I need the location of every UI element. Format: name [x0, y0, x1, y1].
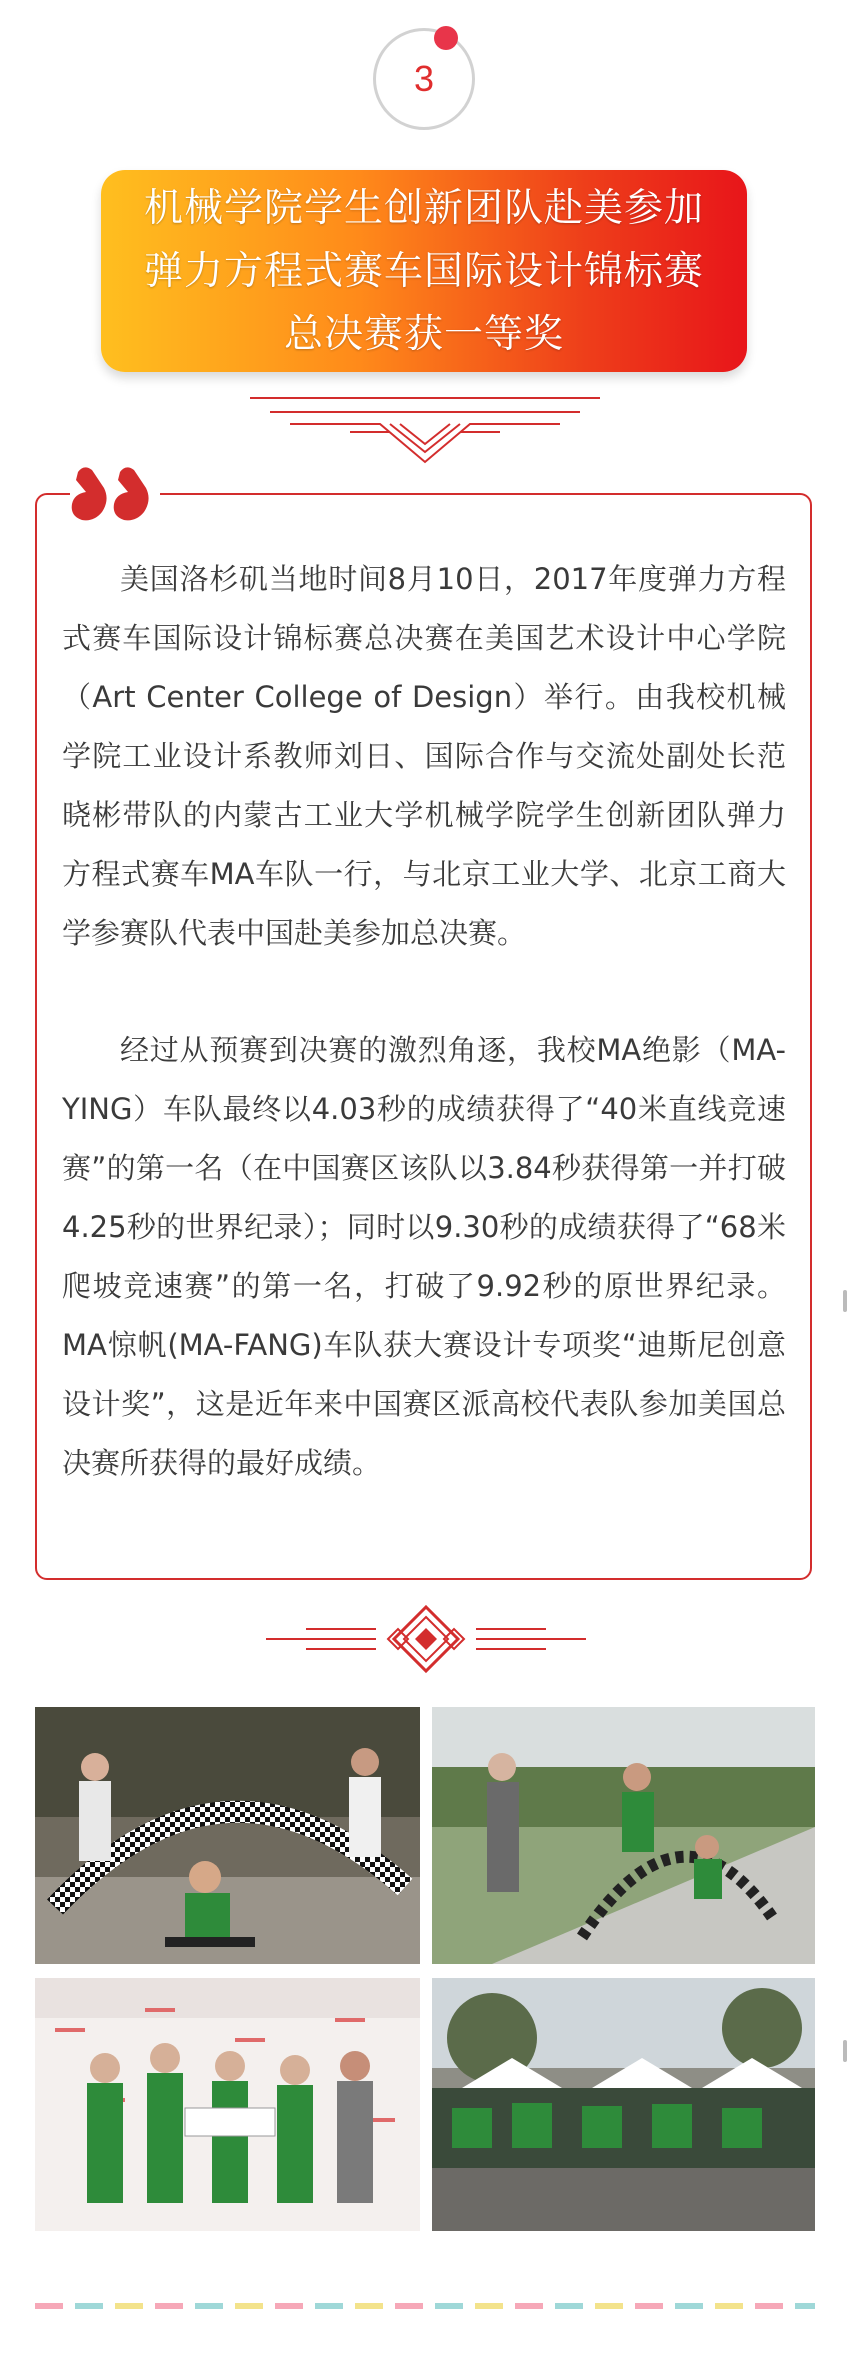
section-number-badge [373, 28, 475, 130]
photo-team-award [35, 1978, 420, 2231]
badge-dot-icon [434, 26, 458, 50]
diamond-divider-icon [266, 1604, 586, 1674]
section-number: 3 [413, 58, 435, 99]
scroll-indicator[interactable] [843, 2040, 847, 2062]
scroll-indicator[interactable] [843, 1290, 847, 1312]
title-line-3: 总决赛获一等奖 [283, 311, 564, 357]
photo-group [432, 1978, 815, 2231]
title-line-1: 机械学院学生创新团队赴美参加 [143, 185, 704, 231]
paragraph-1: 美国洛杉矶当地时间8月10日，2017年度弹力方程式赛车国际设计锦标赛总决赛在美国艺术设计中心学院（Art Center College of Design）举行。由我校机械学院工业设计系教师刘日、国际合作与交流处副处长范晓彬带队的内蒙古工业大学机械学院学生创新团队弹力方程式赛车MA车队一行，与北京工业大学、北京工商大学参赛队代表中国赴美参加总决赛。 [62, 562, 786, 950]
photo-track-arch [432, 1707, 815, 1964]
quote-icon [70, 462, 160, 528]
title-line-2: 弹力方程式赛车国际设计锦标赛 [143, 248, 704, 294]
paragraph-2: 经过从预赛到决赛的激烈角逐，我校MA绝影（MA-YING）车队最终以4.03秒的成绩获得了“40米直线竞速赛”的第一名（在中国赛区该队以3.84秒获得第一并打破4.25秒的世界纪录）；同时以9.30秒的成绩获得了“68米爬坡竞速赛”的第一名，打破了9.92秒的原世界纪录。MA惊帆(MA-FANG)车队获大赛设计专项奖“迪斯尼创意设计奖”，这是近年来中国赛区派高校代表队参加美国总决赛所获得的最好成绩。 [62, 1033, 786, 1480]
title-banner [101, 170, 747, 372]
photo-race-start [35, 1707, 420, 1964]
diamond-divider-icon [250, 392, 600, 472]
dashed-divider [35, 2303, 815, 2311]
